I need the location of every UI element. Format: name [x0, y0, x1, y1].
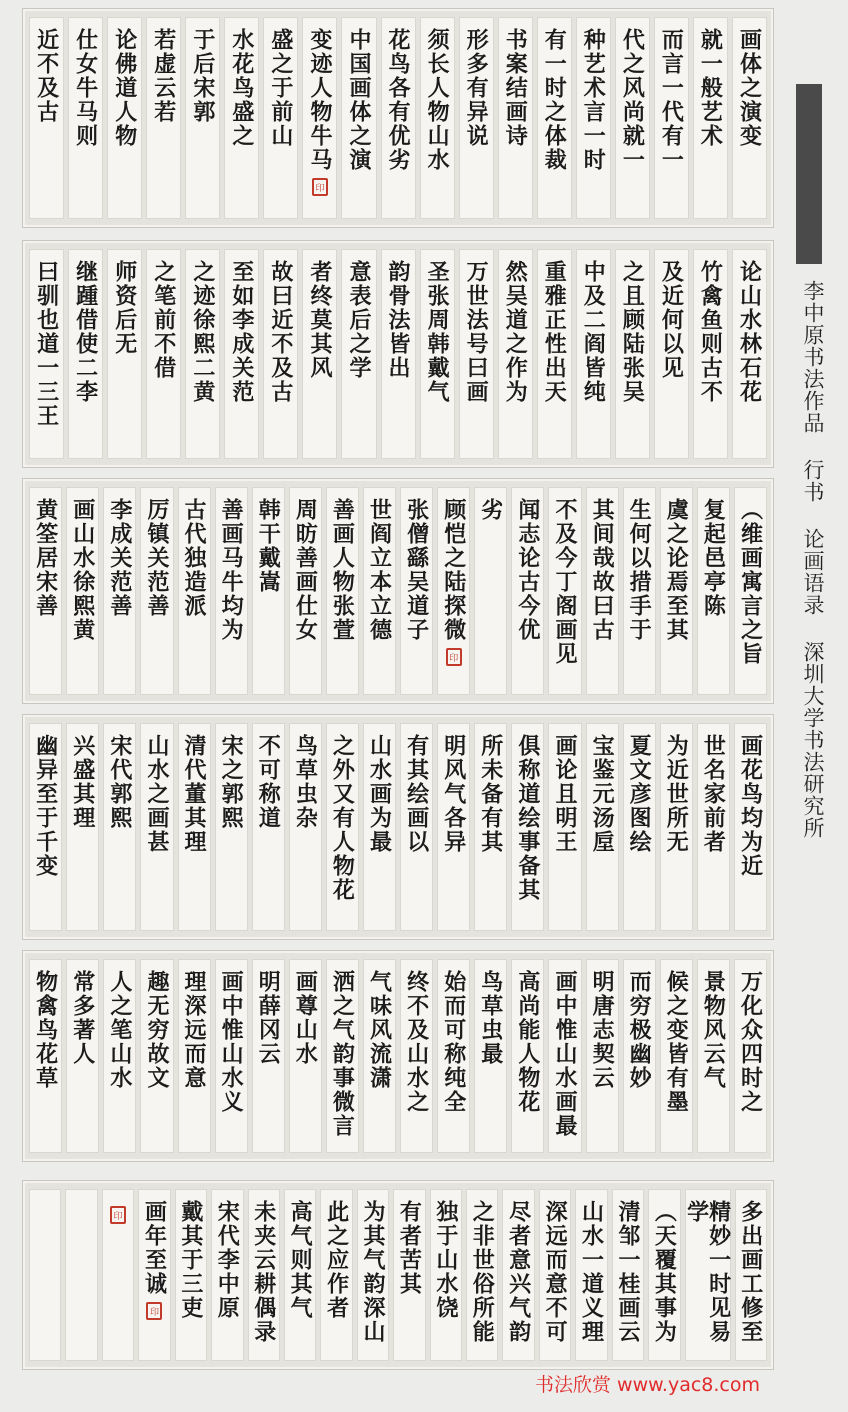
calligraphy-strip	[660, 723, 693, 931]
strip-text: 不及今丁阁画见	[551, 498, 578, 666]
calligraphy-strip	[511, 723, 544, 931]
calligraphy-strip	[660, 959, 693, 1153]
calligraphy-strip	[107, 249, 142, 459]
calligraphy-strip	[537, 249, 572, 459]
strip-text: 及近何以见	[658, 260, 685, 380]
calligraphy-strip	[248, 1189, 280, 1361]
calligraphy-strip	[140, 723, 173, 931]
calligraphy-strip	[732, 17, 767, 219]
calligraphy-strip	[437, 487, 470, 695]
calligraphy-strip	[623, 959, 656, 1153]
strip-text: 有者苦其	[396, 1200, 423, 1296]
strip-text: 盛之于前山	[267, 28, 294, 148]
calligraphy-strip	[623, 487, 656, 695]
calligraphy-strip	[341, 249, 376, 459]
strip-text: 顾恺之陆探微	[440, 498, 467, 642]
strip-text: 精妙一时见易学	[683, 1200, 732, 1344]
strip-text: 花鸟各有优劣	[385, 28, 412, 172]
strip-text: 鸟草虫杂	[292, 734, 319, 830]
institute-label: 深圳大学书法研究所	[801, 641, 825, 839]
calligraphy-strip	[381, 17, 416, 219]
strip-text: 若虚云若	[150, 28, 177, 124]
calligraphy-panel	[22, 478, 774, 704]
seal-stamp: 印	[446, 648, 462, 666]
strip-text: 兴盛其理	[69, 734, 96, 830]
strip-text: 圣张周韩戴气	[424, 260, 451, 404]
calligraphy-strip	[103, 959, 136, 1153]
calligraphy-strip	[615, 249, 650, 459]
strip-text: 须长人物山水	[424, 28, 451, 172]
strip-text: 之迹徐熙二黄	[189, 260, 216, 404]
strip-text: 万化众四时之	[737, 970, 764, 1114]
calligraphy-strip	[400, 723, 433, 931]
strip-row	[29, 249, 767, 459]
calligraphy-strip	[735, 1189, 767, 1361]
calligraphy-strip	[685, 1189, 731, 1361]
calligraphy-strip	[623, 723, 656, 931]
strip-text: 宝鉴元汤垕	[589, 734, 616, 854]
calligraphy-strip	[66, 959, 99, 1153]
calligraphy-strip	[576, 249, 611, 459]
strip-text: 古代独造派	[181, 498, 208, 618]
strip-text: 世名家前者	[700, 734, 727, 854]
strip-text: 气味风流潇	[366, 970, 393, 1090]
calligraphy-panel	[22, 950, 774, 1162]
strip-text: 终不及山水之	[403, 970, 430, 1114]
seal-stamp: 印	[312, 178, 328, 196]
watermark: 书法欣赏 www.yac8.com	[535, 1374, 760, 1396]
strip-text: 善画马牛均为	[218, 498, 245, 642]
seal-stamp: 印	[146, 1302, 162, 1320]
strip-text: 尽者意兴气韵	[505, 1200, 532, 1344]
strip-text: 景物风云气	[700, 970, 727, 1090]
calligraphy-strip	[252, 723, 285, 931]
seal-stamp: 印	[110, 1206, 126, 1224]
calligraphy-strip	[693, 17, 728, 219]
calligraphy-strip	[215, 723, 248, 931]
calligraphy-strip	[29, 723, 62, 931]
strip-text: 山水之画甚	[143, 734, 170, 854]
strip-text: 戴其于三吏	[177, 1200, 204, 1320]
strip-text: 继踵借使二李	[72, 260, 99, 404]
calligraphy-strip	[211, 1189, 243, 1361]
calligraphy-strip	[65, 1189, 97, 1361]
calligraphy-panel	[22, 714, 774, 940]
calligraphy-panel	[22, 240, 774, 468]
calligraphy-strip	[400, 959, 433, 1153]
calligraphy-strip	[498, 249, 533, 459]
strip-text: 之且顾陆张吴	[619, 260, 646, 404]
strip-text: 中及二阎皆纯	[580, 260, 607, 404]
calligraphy-strip	[693, 249, 728, 459]
strip-text: 画中惟山水画最	[551, 970, 578, 1138]
side-title	[792, 280, 828, 839]
calligraphy-strip	[289, 487, 322, 695]
calligraphy-strip	[68, 249, 103, 459]
calligraphy-strip	[289, 723, 322, 931]
strip-text: 水花鸟盛之	[228, 28, 255, 148]
strip-text: 山水一道义理	[578, 1200, 605, 1344]
strip-text: 代之风尚就一	[619, 28, 646, 172]
strip-text: 未夹云耕偶录	[250, 1200, 277, 1344]
strip-text: 劣	[477, 498, 504, 522]
strip-text: 山水画为最	[366, 734, 393, 854]
calligraphy-strip	[140, 487, 173, 695]
strip-text: 厉镇关范善	[143, 498, 170, 618]
calligraphy-strip	[224, 249, 259, 459]
strip-text: 之外又有人物花	[329, 734, 356, 902]
side-decor-bar	[796, 84, 822, 264]
calligraphy-strip	[175, 1189, 207, 1361]
calligraphy-strip	[215, 959, 248, 1153]
strip-text: 独于山水饶	[432, 1200, 459, 1320]
calligraphy-strip	[539, 1189, 571, 1361]
calligraphy-strip	[381, 249, 416, 459]
calligraphy-strip	[357, 1189, 389, 1361]
calligraphy-strip	[252, 487, 285, 695]
strip-text: 之非世俗所能	[469, 1200, 496, 1344]
strip-text: 宋之郭熙	[218, 734, 245, 830]
strip-text: 候之变皆有墨	[663, 970, 690, 1114]
calligraphy-strip	[320, 1189, 352, 1361]
strip-text: 不可称道	[255, 734, 282, 830]
strip-text: 画体之演变	[736, 28, 763, 148]
calligraphy-strip	[430, 1189, 462, 1361]
calligraphy-strip	[29, 17, 64, 219]
calligraphy-strip	[66, 723, 99, 931]
strip-text: 世阎立本立德	[366, 498, 393, 642]
strip-text: 宋代李中原	[214, 1200, 241, 1320]
calligraphy-strip	[400, 487, 433, 695]
calligraphy-strip	[474, 959, 507, 1153]
calligraphy-strip	[341, 17, 376, 219]
calligraphy-strip	[697, 723, 730, 931]
strip-text: （天覆其事为	[651, 1200, 678, 1344]
calligraphy-strip	[66, 487, 99, 695]
strip-text: 高尚能人物花	[514, 970, 541, 1114]
calligraphy-strip	[575, 1189, 607, 1361]
calligraphy-strip	[146, 249, 181, 459]
calligraphy-strip	[734, 959, 767, 1153]
calligraphy-panel	[22, 8, 774, 228]
calligraphy-strip	[474, 487, 507, 695]
strip-text: 理深远而意	[181, 970, 208, 1090]
strip-text: 之笔前不借	[150, 260, 177, 380]
strip-text: 黄筌居宋善	[32, 498, 59, 618]
calligraphy-strip	[586, 959, 619, 1153]
strip-text: 书案结画诗	[502, 28, 529, 148]
calligraphy-strip	[103, 487, 136, 695]
strip-text: 画年至诚	[141, 1200, 168, 1296]
strip-text: 所未备有其	[477, 734, 504, 854]
strip-text: 论佛道人物	[111, 28, 138, 148]
calligraphy-strip	[326, 723, 359, 931]
strip-text: 闻志论古今优	[514, 498, 541, 642]
style-label: 行书	[801, 459, 825, 503]
calligraphy-strip	[548, 723, 581, 931]
calligraphy-strip	[178, 959, 211, 1153]
strip-text: 种艺术言一时	[580, 28, 607, 172]
strip-row	[29, 17, 767, 219]
strip-text: 明唐志契云	[589, 970, 616, 1090]
strip-text: 宋代郭熙	[106, 734, 133, 830]
calligraphy-strip	[326, 959, 359, 1153]
strip-text: 至如李成关范	[228, 260, 255, 404]
calligraphy-strip	[459, 17, 494, 219]
subject-label: 论画语录	[801, 528, 825, 616]
strip-text: 幽异至于千变	[32, 734, 59, 878]
calligraphy-strip	[29, 487, 62, 695]
strip-row	[29, 1189, 767, 1361]
calligraphy-strip	[420, 249, 455, 459]
strip-text: 复起邑亭陈	[700, 498, 727, 618]
calligraphy-strip	[576, 17, 611, 219]
calligraphy-strip	[548, 959, 581, 1153]
calligraphy-strip	[511, 959, 544, 1153]
strip-text: 故曰近不及古	[267, 260, 294, 404]
calligraphy-strip	[138, 1189, 170, 1361]
calligraphy-strip	[654, 249, 689, 459]
calligraphy-strip	[459, 249, 494, 459]
calligraphy-strip	[29, 1189, 61, 1361]
strip-text: 多出画工修至	[737, 1200, 764, 1344]
strip-row	[29, 959, 767, 1153]
calligraphy-strip	[289, 959, 322, 1153]
calligraphy-strip	[146, 17, 181, 219]
strip-text: 画论且明王	[551, 734, 578, 854]
calligraphy-strip	[107, 17, 142, 219]
calligraphy-strip	[215, 487, 248, 695]
strip-text: 善画人物张萱	[329, 498, 356, 642]
calligraphy-strip	[178, 723, 211, 931]
calligraphy-strip	[586, 487, 619, 695]
strip-text: 画中惟山水义	[218, 970, 245, 1114]
strip-text: 常多著人	[69, 970, 96, 1066]
strip-text: 论山水林石花	[736, 260, 763, 404]
strip-text: 而穷极幽妙	[626, 970, 653, 1090]
author-title: 李中原书法作品	[801, 280, 825, 434]
strip-text: 竹禽鱼则古不	[697, 260, 724, 404]
strip-text: 周昉善画仕女	[292, 498, 319, 642]
calligraphy-strip	[437, 723, 470, 931]
strip-text: 中国画体之演	[346, 28, 372, 172]
strip-text: 清邹一桂画云	[614, 1200, 641, 1344]
strip-text: 明风气各异	[440, 734, 467, 854]
calligraphy-strip	[734, 487, 767, 695]
strip-text: 此之应作者	[323, 1200, 350, 1320]
strip-text: 深远而意不可	[542, 1200, 569, 1344]
strip-text: 张僧繇吴道子	[403, 498, 430, 642]
strip-text: 人之笔山水	[106, 970, 133, 1090]
calligraphy-strip	[437, 959, 470, 1153]
calligraphy-strip	[660, 487, 693, 695]
strip-text: 意表后之学	[346, 260, 372, 380]
calligraphy-strip	[732, 249, 767, 459]
strip-text: 明薛冈云	[255, 970, 282, 1066]
strip-text: 有一时之体裁	[541, 28, 568, 172]
strip-text: 为其气韵深山	[359, 1200, 386, 1344]
strip-text: 然吴道之作为	[502, 260, 529, 404]
calligraphy-strip	[185, 17, 220, 219]
calligraphy-strip	[178, 487, 211, 695]
calligraphy-strip	[537, 17, 572, 219]
strip-text: 夏文彦图绘	[626, 734, 653, 854]
strip-text: 而言一代有一	[658, 28, 685, 172]
calligraphy-strip	[29, 959, 62, 1153]
strip-text: 重雅正性出天	[541, 260, 568, 404]
calligraphy-strip	[302, 17, 337, 219]
calligraphy-strip	[502, 1189, 534, 1361]
strip-text: （维画寓言之旨	[737, 498, 764, 666]
calligraphy-strip	[498, 17, 533, 219]
strip-text: 画尊山水	[292, 970, 319, 1066]
strip-text: 物禽鸟花草	[32, 970, 59, 1090]
strip-text: 其间哉故曰古	[589, 498, 616, 642]
strip-text: 于后宋郭	[189, 28, 216, 124]
strip-text: 李成关范善	[106, 498, 133, 618]
calligraphy-strip	[548, 487, 581, 695]
calligraphy-strip	[326, 487, 359, 695]
calligraphy-strip	[648, 1189, 680, 1361]
strip-text: 仕女牛马则	[72, 28, 99, 148]
calligraphy-strip	[224, 17, 259, 219]
strip-text: 画花鸟均为近	[737, 734, 764, 878]
calligraphy-strip	[420, 17, 455, 219]
strip-text: 曰驯也道一三王	[33, 260, 60, 428]
strip-text: 形多有异说	[463, 28, 490, 148]
strip-text: 为近世所无	[663, 734, 690, 854]
calligraphy-strip	[68, 17, 103, 219]
calligraphy-strip	[102, 1189, 134, 1361]
calligraphy-strip	[363, 959, 396, 1153]
strip-row	[29, 723, 767, 931]
calligraphy-strip	[284, 1189, 316, 1361]
strip-text: 俱称道绘事备其	[514, 734, 541, 902]
strip-text: 韵骨法皆出	[385, 260, 412, 380]
calligraphy-strip	[615, 17, 650, 219]
calligraphy-strip	[697, 487, 730, 695]
calligraphy-strip	[734, 723, 767, 931]
calligraphy-strip	[363, 723, 396, 931]
calligraphy-strip	[185, 249, 220, 459]
strip-text: 韩干戴嵩	[255, 498, 282, 594]
calligraphy-strip	[140, 959, 173, 1153]
calligraphy-strip	[511, 487, 544, 695]
calligraphy-strip	[302, 249, 337, 459]
strip-text: 虞之论焉至其	[663, 498, 690, 642]
calligraphy-strip	[586, 723, 619, 931]
calligraphy-strip	[263, 17, 298, 219]
strip-text: 近不及古	[33, 28, 60, 124]
strip-text: 者终莫其风	[306, 260, 333, 380]
calligraphy-panel	[22, 1180, 774, 1370]
strip-text: 变迹人物牛马	[306, 28, 333, 172]
strip-row	[29, 487, 767, 695]
calligraphy-strip	[654, 17, 689, 219]
strip-text: 高气则其气	[287, 1200, 314, 1320]
strip-text: 生何以措手于	[626, 498, 653, 642]
strip-text: 有其绘画以	[403, 734, 430, 854]
calligraphy-strip	[103, 723, 136, 931]
strip-text: 洒之气韵事微言	[329, 970, 356, 1138]
strip-text: 始而可称纯全	[440, 970, 467, 1114]
strip-text: 师资后无	[111, 260, 138, 356]
calligraphy-strip	[474, 723, 507, 931]
calligraphy-strip	[612, 1189, 644, 1361]
calligraphy-strip	[363, 487, 396, 695]
calligraphy-strip	[29, 249, 64, 459]
strip-text: 画山水徐熙黄	[69, 498, 96, 642]
strip-text: 鸟草虫最	[477, 970, 504, 1066]
calligraphy-strip	[263, 249, 298, 459]
strip-text: 趣无穷故文	[143, 970, 170, 1090]
calligraphy-strip	[252, 959, 285, 1153]
calligraphy-strip	[697, 959, 730, 1153]
strip-text: 万世法号曰画	[463, 260, 490, 404]
strip-text: 清代董其理	[181, 734, 208, 854]
calligraphy-strip	[466, 1189, 498, 1361]
strip-text: 就一般艺术	[697, 28, 724, 148]
calligraphy-strip	[393, 1189, 425, 1361]
